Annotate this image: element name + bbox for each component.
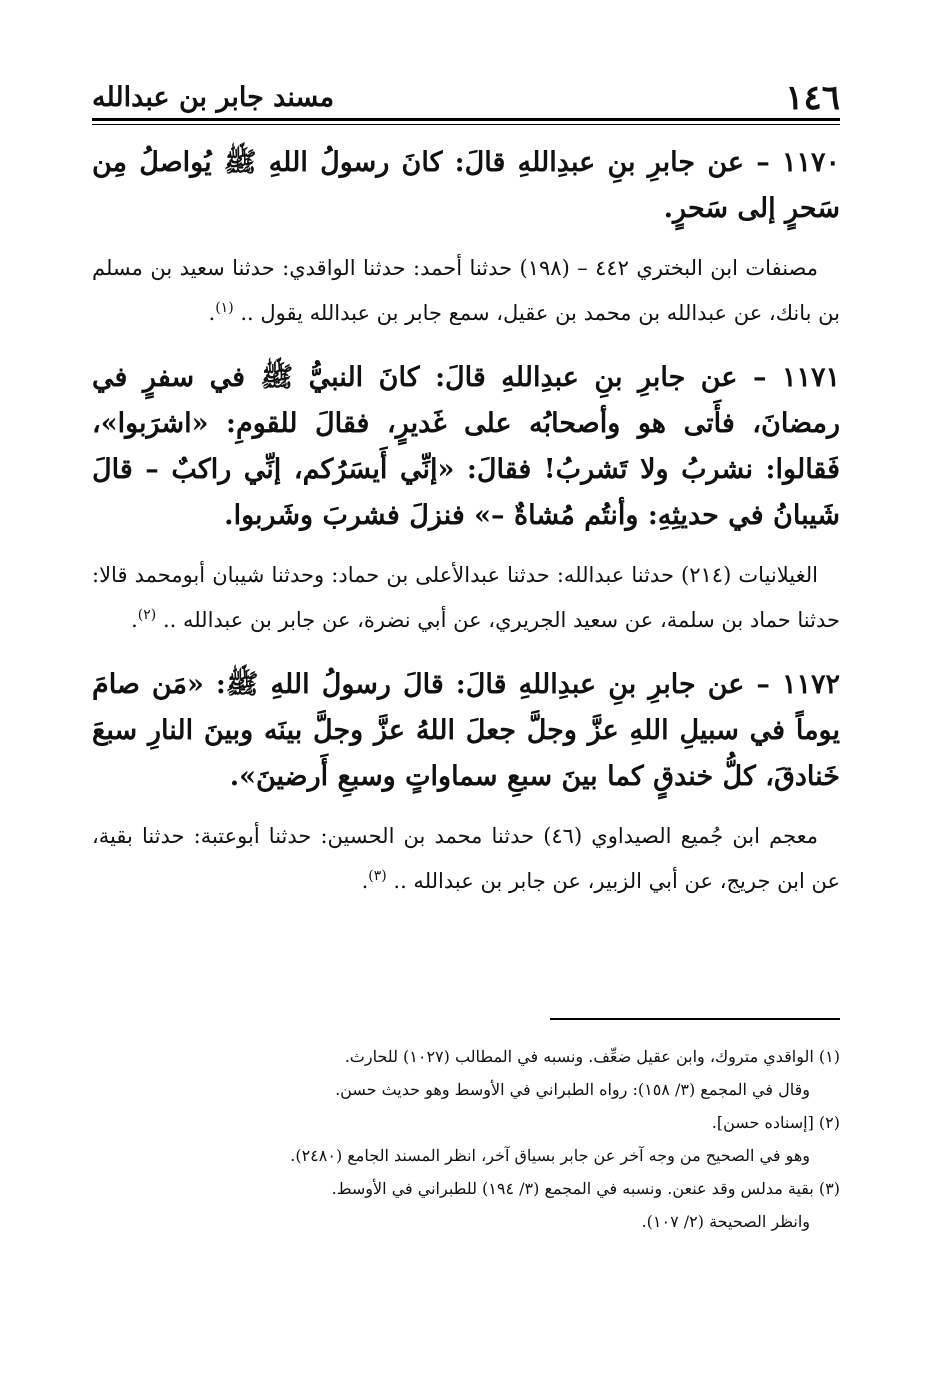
source-1170: مصنفات ابن البختري ٤٤٢ – (١٩٨) حدثنا أحمد: حدثنا الواقدي: حدثنا سعيد بن مسلم بن بانك، عن عبدالله بن محمد بن عقيل، سمع جابر بن عبدالله يقول .. $^{(١)}$.: [92, 256, 840, 325]
footnote-3: (٣) بقية مدلس وقد عنعن. ونسبه في المجمع (٣/ ١٩٤) للطبراني في الأوسط.: [331, 1179, 840, 1198]
footnote-separator: [550, 1018, 840, 1020]
footnotes: [92, 1040, 840, 1238]
hadith-text: – عن جابرِ بنِ عبدِاللهِ قالَ: كانَ رسولُ اللهِ ﷺ يُواصلُ مِن سَحرٍ إلى سَحرٍ.: [92, 147, 840, 224]
hadith-1171: [92, 355, 840, 539]
footnote-1: (١) الواقدي متروك، وابن عقيل ضعِّف. ونسبه في المطالب (١٠٢٧) للحارث.: [344, 1047, 840, 1066]
footnote-3-continued: وانظر الصحيحة (٢/ ١٠٧).: [641, 1212, 810, 1231]
source-1172: معجم ابن جُميع الصيداوي (٤٦) حدثنا محمد بن الحسين: حدثنا أبوعتبة: حدثنا بقية، عن ابن جريج، عن أبي الزبير، عن جابر بن عبدالله .. $^{(٣)}$.: [92, 824, 840, 893]
header-rule-thin: [92, 124, 840, 125]
footnote-2: (٢) [إسناده حسن].: [711, 1113, 840, 1132]
source-text: الغيلانيات (٢١٤) حدثنا عبدالله: حدثنا عبدالأعلى بن حماد: وحدثنا شيبان أبومحمد قالا: حدثنا حماد بن سلمة، عن سعيد الجريري، عن أبي نضرة، عن جابر بن عبدالله ..: [92, 563, 840, 632]
source-text: مصنفات ابن البختري ٤٤٢ – (١٩٨) حدثنا أحمد: حدثنا الواقدي: حدثنا سعيد بن مسلم بن بانك، عن عبدالله بن محمد بن عقيل، سمع جابر بن عبدالله يقول ..: [92, 256, 840, 325]
hadith-number: ١١٧١: [781, 362, 840, 393]
hadith-1170: [92, 140, 840, 232]
page-number: ١٤٦: [785, 78, 840, 118]
header-rule-thick: [92, 118, 840, 121]
hadith-number: ١١٧٢: [781, 669, 840, 700]
source-text: معجم ابن جُميع الصيداوي (٤٦) حدثنا محمد بن الحسين: حدثنا أبوعتبة: حدثنا بقية، عن ابن جريج، عن أبي الزبير، عن جابر بن عبدالله ..: [92, 824, 840, 893]
footnote-1-continued: وقال في المجمع (٣/ ١٥٨): رواه الطبراني في الأوسط وهو حديث حسن.: [335, 1080, 810, 1099]
running-title: مسند جابر بن عبدالله: [92, 82, 335, 113]
hadith-1172: [92, 662, 840, 800]
footnote-ref: (٣): [368, 868, 387, 884]
main-text: [92, 140, 840, 923]
hadith-number: ١١٧٠: [782, 147, 841, 178]
page-header: [92, 72, 840, 118]
hadith-text: – عن جابرِ بنِ عبدِاللهِ قالَ: كانَ النبيُّ ﷺ في سفرٍ في رمضانَ، فأَتى هو وأصحابُه على غَديرٍ، فقالَ للقومِ: «اشرَبوا»، فَقالوا: نشربُ ولا تَشربُ! فقالَ: «إنِّي أَيسَرُكم، إنِّي راكبٌ – قالَ شَيبانُ في حديثِهِ: وأنتُم مُشاةٌ –» فنزلَ فشربَ وشَربوا.: [92, 362, 840, 531]
source-1171: الغيلانيات (٢١٤) حدثنا عبدالله: حدثنا عبدالأعلى بن حماد: وحدثنا شيبان أبومحمد قالا: حدثنا حماد بن سلمة، عن سعيد الجريري، عن أبي نضرة، عن جابر بن عبدالله .. $^{(٢)}$.: [92, 563, 840, 632]
footnote-ref: (١): [215, 300, 234, 316]
footnote-ref: (٢): [137, 607, 157, 623]
hadith-text: – عن جابرِ بنِ عبدِاللهِ قالَ: قالَ رسولُ اللهِ ﷺ: «مَن صامَ يوماً في سبيلِ اللهِ عزَّ وجلَّ جعلَ اللهُ عزَّ وجلَّ بينَه وبينَ النارِ سبعَ خَنادقَ، كلُّ خندقٍ كما بينَ سبعِ سماواتٍ وسبعِ أَرضينَ».: [92, 669, 840, 792]
footnote-2-continued: وهو في الصحيح من وجه آخر عن جابر بسياق آخر، انظر المسند الجامع (٢٤٨٠).: [290, 1146, 810, 1165]
